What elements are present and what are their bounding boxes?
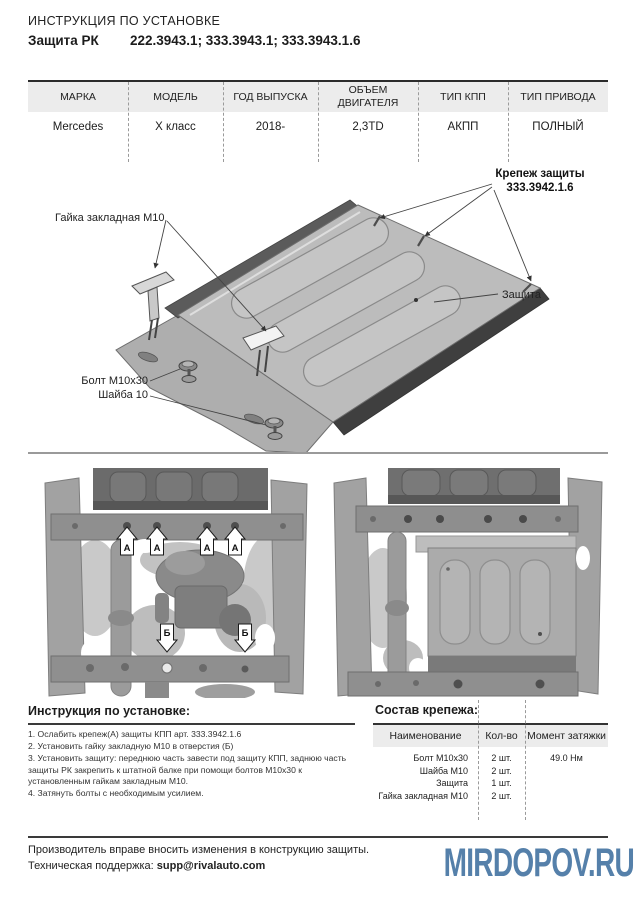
- table-divider: [525, 700, 526, 820]
- washer-label: Шайба 10: [98, 389, 148, 401]
- fastener-qty: 2 шт.: [491, 753, 512, 764]
- fastener-name: Болт М10х30: [413, 753, 468, 764]
- svg-text:А: А: [123, 543, 131, 554]
- cell-model: X класс: [155, 121, 196, 133]
- svg-text:А: А: [203, 543, 211, 554]
- fastener-row: [373, 765, 608, 778]
- product-name: Защита РК: [28, 33, 99, 48]
- svg-text:Б: Б: [163, 628, 171, 639]
- step-1: 1. Ослабить крепеж(А) защиты КПП арт. 333.3942.1.6: [28, 729, 242, 739]
- col-torque: Момент затяжки: [527, 730, 606, 742]
- col-model: МОДЕЛЬ: [153, 90, 198, 103]
- fastener-heading: Состав крепежа:: [375, 703, 478, 717]
- exploded-view-diagram: [28, 160, 608, 455]
- cell-gearbox: АКПП: [447, 121, 479, 133]
- col-year: ГОД ВЫПУСКА: [233, 90, 308, 103]
- table-divider: [418, 82, 419, 162]
- part-numbers: 222.3943.1; 333.3943.1; 333.3943.1.6: [130, 33, 361, 48]
- watermark-logo: MIRDOPOV.RU: [443, 841, 634, 885]
- photo-underbody-after: [328, 468, 611, 698]
- installation-steps: [28, 729, 360, 800]
- step-3: 3. Установить защиту: переднюю часть завести под защиту КПП, заднюю часть защиты РК закрепить к штатной балке при помощи болтов М10х30 к установленным гайкам закладным М10.: [28, 752, 347, 787]
- support-line: [28, 860, 265, 872]
- embedded-nut-label: Гайка закладная М10: [55, 212, 165, 224]
- fastener-name: Защита: [436, 778, 468, 789]
- cell-engine: 2,3TD: [352, 121, 384, 133]
- fastener-table: [373, 703, 608, 825]
- shield-plate-drawing: [116, 200, 549, 453]
- fastener-torque: 49.0 Нм: [550, 753, 583, 764]
- doc-title: ИНСТРУКЦИЯ ПО УСТАНОВКЕ: [28, 14, 221, 28]
- fastener-grid: [373, 723, 608, 802]
- col-gearbox: ТИП КПП: [440, 90, 486, 103]
- support-email: supp@rivalauto.com: [156, 860, 266, 872]
- support-label: Техническая поддержка:: [28, 860, 157, 872]
- kit-label-line1: Крепеж защиты: [495, 168, 585, 180]
- svg-text:А: А: [153, 543, 161, 554]
- col-qty: Кол-во: [485, 730, 518, 742]
- table-divider: [223, 82, 224, 162]
- table-divider: [508, 82, 509, 162]
- section-divider: [28, 452, 608, 454]
- fastener-name: Шайба М10: [419, 765, 468, 776]
- fastener-qty: 1 шт.: [491, 778, 512, 789]
- col-name: Наименование: [389, 730, 462, 742]
- col-brand: МАРКА: [60, 90, 96, 103]
- fastener-row: [373, 752, 608, 765]
- col-engine: ОБЪЕМ ДВИГАТЕЛЯ: [337, 84, 399, 109]
- fastener-qty: 2 шт.: [491, 765, 512, 776]
- cell-drive: ПОЛНЫЙ: [532, 121, 584, 133]
- disclaimer-text: Производитель вправе вносить изменения в конструкцию защиты.: [28, 844, 370, 856]
- shield-label: Защита: [502, 289, 541, 301]
- table-divider: [318, 82, 319, 162]
- svg-text:Б: Б: [241, 628, 249, 639]
- fastener-row: [373, 790, 608, 803]
- fastener-header-row: [373, 725, 608, 747]
- vehicle-table: [28, 80, 608, 162]
- bolt-label: Болт М10х30: [81, 375, 148, 387]
- svg-text:А: А: [231, 543, 239, 554]
- photo-underbody-before: [35, 468, 320, 698]
- fastener-qty: 2 шт.: [491, 790, 512, 801]
- cell-year: 2018-: [255, 121, 286, 133]
- installation-heading: Инструкция по установке:: [28, 704, 355, 725]
- table-divider: [478, 700, 479, 820]
- footer-divider: [28, 836, 608, 838]
- fastener-row: [373, 777, 608, 790]
- fastener-name: Гайка закладная М10: [378, 790, 468, 801]
- col-drive: ТИП ПРИВОДА: [520, 90, 596, 103]
- step-4: 4. Затянуть болты с необходимым усилием.: [28, 788, 204, 799]
- cell-brand: Mercedes: [52, 121, 104, 133]
- step-2: 2. Установить гайку закладную М10 в отверстия (Б): [28, 740, 234, 751]
- plate-hole: [414, 298, 418, 302]
- table-divider: [128, 82, 129, 162]
- fastener-rows: [373, 747, 608, 802]
- kit-label-line2: 333.3942.1.6: [506, 182, 574, 194]
